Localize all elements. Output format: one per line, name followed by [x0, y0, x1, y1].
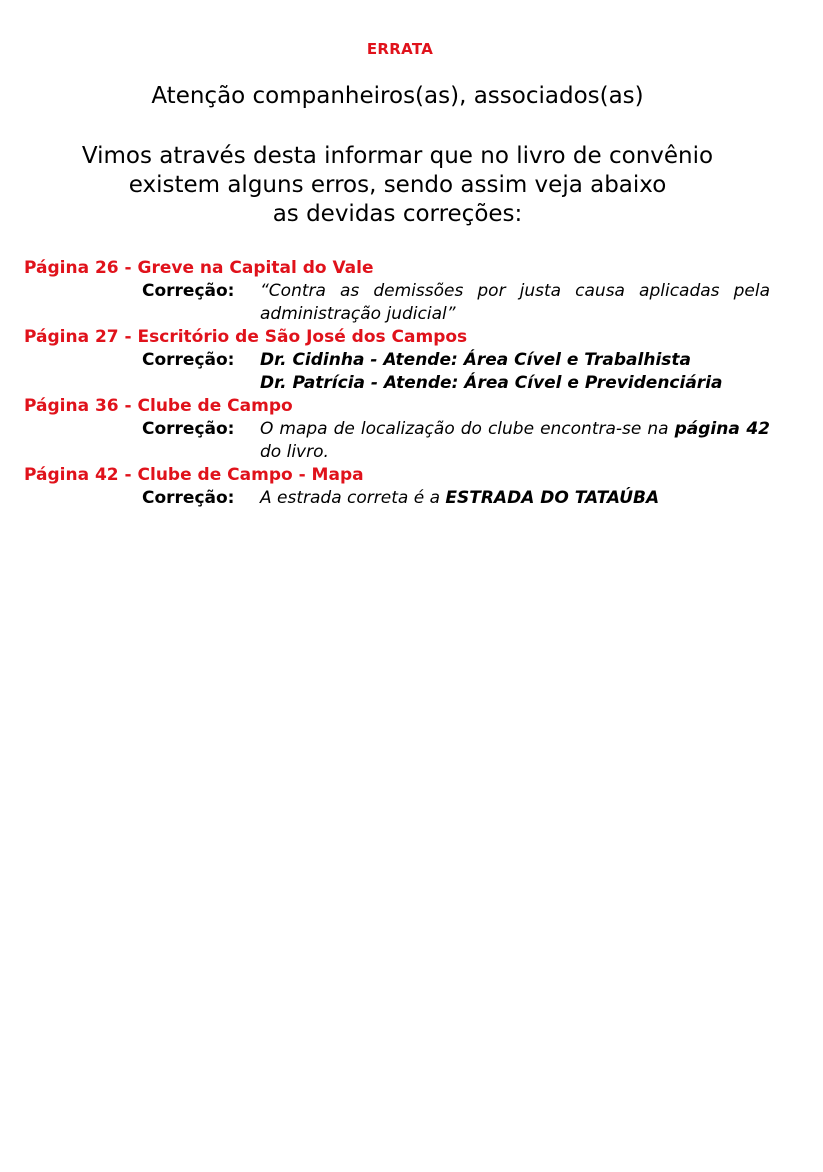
- correction-label: Correção:: [142, 281, 235, 301]
- correction-label: Correção:: [142, 419, 235, 439]
- intro-line: Vimos através desta informar que no livro de convênio: [81, 143, 714, 169]
- intro-paragraph: [0, 142, 795, 229]
- correction-row: [24, 349, 770, 395]
- correction-label: Correção:: [142, 350, 235, 370]
- entry-heading: Página 36 - Clube de Campo: [24, 396, 293, 416]
- page-title: ERRATA: [366, 40, 434, 58]
- correction-text-bold: ESTRADA DO TATAÚBA: [445, 488, 660, 508]
- correction-text-bold: página 42: [674, 419, 770, 439]
- correction-text-part: A estrada correta é a: [260, 488, 446, 508]
- correction-text-part: do livro.: [260, 442, 329, 462]
- corrections-list: [24, 257, 770, 510]
- correction-line: Dr. Cidinha - Atende: Área Cível e Trabalhista: [260, 350, 691, 370]
- correction-entry: [24, 395, 770, 464]
- correction-entry: [24, 257, 770, 326]
- intro-line: as devidas correções:: [272, 201, 523, 227]
- correction-text: “Contra as demissões por justa causa aplicadas pela administração judicial”: [260, 281, 770, 324]
- greeting-line: Atenção companheiros(as), associados(as): [151, 83, 644, 109]
- entry-heading: Página 26 - Greve na Capital do Vale: [24, 258, 374, 278]
- correction-row: [24, 418, 770, 464]
- intro-line: existem alguns erros, sendo assim veja abaixo: [128, 172, 667, 198]
- correction-row: [24, 487, 770, 510]
- correction-label: Correção:: [142, 488, 235, 508]
- correction-row: [24, 280, 770, 326]
- correction-entry: [24, 464, 770, 510]
- correction-text: [260, 487, 770, 510]
- correction-line: Dr. Patrícia - Atende: Área Cível e Previdenciária: [260, 373, 723, 393]
- correction-text: [260, 349, 770, 395]
- entry-heading: Página 27 - Escritório de São José dos Campos: [24, 327, 468, 347]
- correction-entry: [24, 326, 770, 395]
- correction-text: [260, 418, 770, 464]
- correction-text-part: O mapa de localização do clube encontra-se na: [260, 419, 675, 439]
- entry-heading: Página 42 - Clube de Campo - Mapa: [24, 465, 364, 485]
